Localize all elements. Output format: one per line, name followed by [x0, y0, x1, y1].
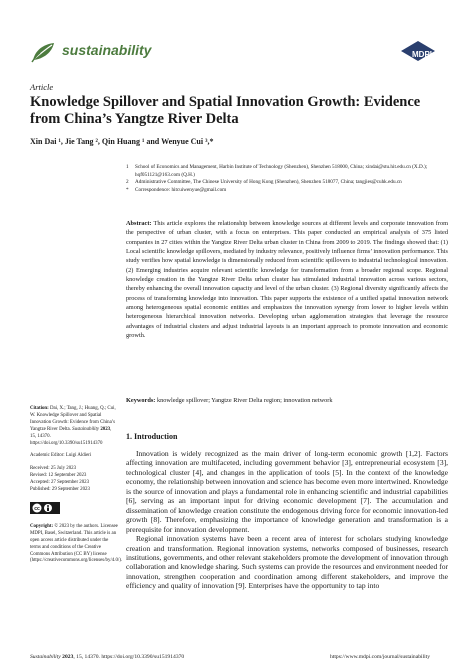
history-dates [30, 466, 118, 494]
copyright-label: Copyright: [30, 523, 54, 529]
footer-journal-url[interactable]: https://www.mdpi.com/journal/sustainability [330, 654, 431, 660]
revised-date: Revised: 12 September 2023 [30, 473, 87, 479]
author-list: Xin Dai ¹, Jie Tang ², Qin Huang ¹ and Wenyue Cui ³,* [30, 137, 214, 146]
abstract-label: Abstract: [126, 220, 152, 227]
paper-title: Knowledge Spillover and Spatial Innovation Growth: Evidence from China’s Yangtze River Delta [30, 94, 421, 127]
citation-journal: Sustainability [72, 426, 100, 432]
cc-icon-text: cc [34, 505, 40, 512]
correspondence-text: Correspondence: hitcuiwenyue@gmail.com [135, 186, 227, 193]
article-type: Article [30, 82, 54, 92]
academic-editor: Academic Editor: Luigi Aldieri [30, 453, 92, 459]
affiliations [126, 164, 446, 194]
published-date: Published: 29 September 2023 [30, 487, 90, 493]
affiliation-number: 2 [126, 179, 129, 186]
keywords-text: knowledge spillover; Yangtze River Delta region; innovation network [156, 397, 333, 404]
copyright-block [30, 523, 123, 565]
affiliation-2 [126, 179, 446, 187]
abstract-text: This article explores the relationship between knowledge sources at different levels and corporate innovation from the perspective of urban cluster, with a focus on enterprises. This paper conducted an empirical analysis of 375 listed companies in 27 cities within the Yangtze River Delta urban cluster in China from 2009 to 2019. The findings showed that: (1) Local scientific knowledge spillovers, mediated by industry relevance, positively influence firms’ innovation performance. This study verifies how spatial knowledge is dimensionally reduced from scientific spillovers to industrial technological innovation. (2) Emerging industries acquire relevant scientific knowledge for transformation from a broader regional scope. Regional knowledge creation in the Yangtze River Delta urban cluster has stimulated industrial innovation across various sectors, thereby enhancing the overall innovation capacity and level of the urban cluster. (3) Regional diversity significantly affects the process of transforming knowledge into innovation. This paper supports the existence of a unified spatial innovation network among heterogeneous spatial economic entities and emphasizes the innovation synergy from lower to higher levels within heterogeneous hierarchical innovation networks. Developing urban agglomeration strategies that leverage the resource advantages of industrial clusters and adjust industrial layouts is an important approach to promote innovation and economic growth. [126, 220, 449, 340]
citation-text: Dai, X.; Tang, J.; Huang, Q.; Cui, W. Knowledge Spillover and Spatial Innovation Growth: Evidence from China’s Yangtze River Delta. [30, 406, 116, 432]
affiliation-text: Administrative Committee, The Chinese University of Hong Kong (Shenzhen), Shenzhen 518077, China; tangjies@cuhk.edu.cn [135, 179, 402, 186]
keywords-label: Keywords: [126, 397, 156, 404]
footer-year: 2023 [62, 654, 74, 660]
sustainability-leaf-logo [30, 40, 56, 64]
section-heading-introduction: 1. Introduction [126, 432, 178, 441]
citation-doi[interactable]: , 15, 14370. https://doi.org/10.3390/su151914370 [30, 426, 112, 446]
footer-citation [30, 654, 184, 660]
abstract [126, 219, 448, 340]
received-date: Received: 25 July 2023 [30, 466, 77, 472]
intro-paragraph-2: Regional innovation systems have been a recent area of interest for scholars studying knowledge creation and transformation. Regional innovation systems, networks composed of businesses, research institutions, governments, and other relevant stakeholders promote the development of innovation through collaboration and knowledge sharing. Such systems can provide the resources and environment needed for innovation, strengthen cooperation and coordination among different stakeholders, and improve the efficiency and quality of innovation [9]. Enterprises have the opportunity to tap into [126, 534, 448, 591]
footer-doi[interactable]: , 15, 14370. https://doi.org/10.3390/su151914370 [73, 654, 185, 660]
journal-name: sustainability [62, 42, 152, 58]
article-info-sidebar [30, 406, 123, 571]
keywords [126, 396, 448, 405]
accepted-date: Accepted: 27 September 2023 [30, 480, 90, 486]
affiliation-number: * [126, 186, 129, 193]
affiliation-text: School of Economics and Management, Harbin Institute of Technology (Shenzhen), Shenzhen 518000, China; xindai@stu.hit.edu.cn (X.D.); hqf051121@163.com (Q.H.) [135, 164, 428, 178]
correspondence [126, 187, 446, 195]
mdpi-logo-text: MDPI [412, 50, 432, 59]
citation-label: Citation: [30, 406, 49, 411]
citation-year: 2023 [100, 426, 111, 432]
intro-paragraph-1: Innovation is widely recognized as the main driver of long-term economic growth [1,2]. Factors affecting innovation are multifaceted, including government behavior [3], entrepreneurial ecosystem [3], technological cluster [4], and changes in the application of tools [5]. In the context of the knowledge economy, the relationship between innovation and science has become even more intertwined. Knowledge is the source of innovation and plays a fundamental role in enhancing scientific and industrial capabilities [6], serving as an important input for driving economic development [7]. The accumulation and dissemination of knowledge creation constitute the endogenous driving force for economic innovation-led growth [8]. Therefore, emphasizing the importance of knowledge generation and transformation is a prerequisite for innovation development. [126, 449, 448, 534]
citation-block [30, 406, 118, 447]
affiliation-1 [126, 164, 446, 179]
copyright-text: © 2023 by the authors. Licensee MDPI, Basel, Switzerland. This article is an open access article distributed under the terms and conditions of the Creative Commons Attribution (CC BY) license (https://creativecommons.org/licenses/by/4.0/). [30, 523, 123, 564]
footer-journal: Sustainability [30, 654, 61, 660]
cc-by-license-icon[interactable] [30, 502, 60, 514]
introduction-body [126, 449, 448, 591]
affiliation-number: 1 [126, 164, 129, 170]
